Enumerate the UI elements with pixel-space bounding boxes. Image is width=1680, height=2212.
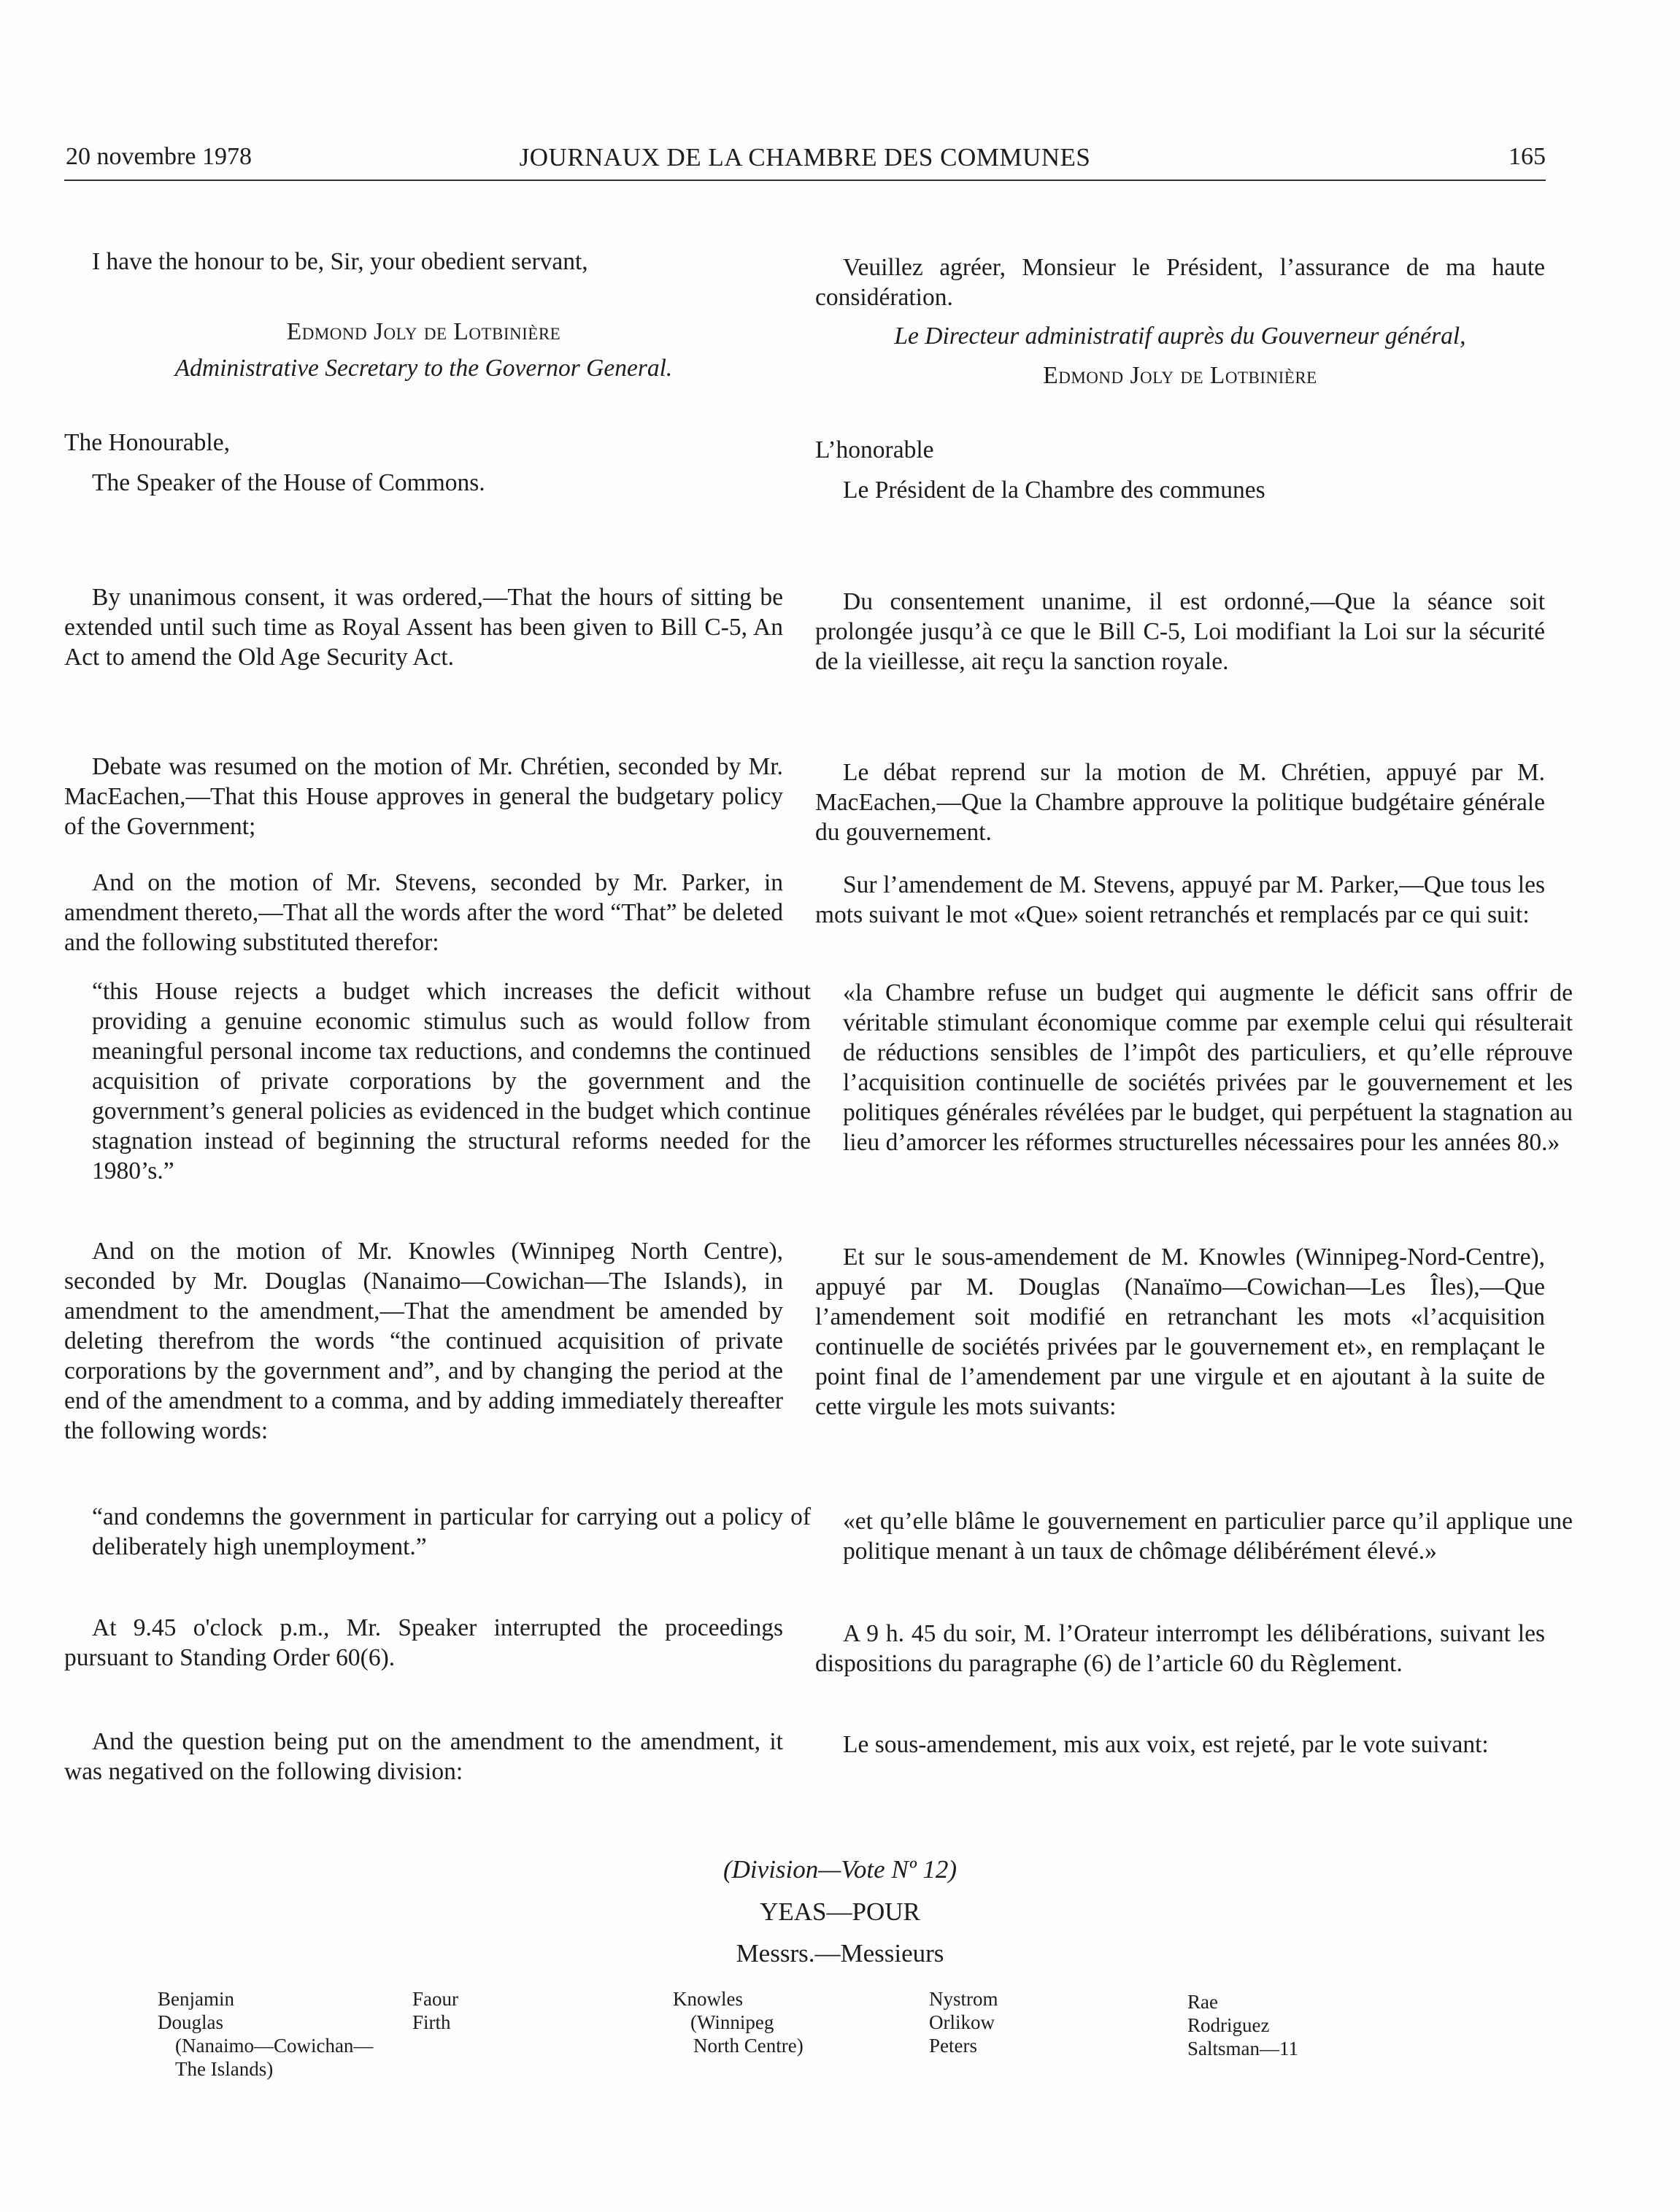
messrs-heading: Messrs.—Messieurs [736, 1939, 944, 1968]
en-signer-title: Administrative Secretary to the Governor General. [174, 355, 673, 382]
fr-subamendment-quote: «et qu’elle blâme le gouvernement en particulier parce qu’il applique une politique menant à un taux de chômage délibérément élevé.» [843, 1508, 1573, 1565]
names-column-1 [158, 1987, 373, 2081]
en-closing: I have the honour to be, Sir, your obedient servant, [92, 248, 588, 275]
member-name: Firth [412, 2011, 451, 2033]
member-name: Benjamin [158, 1988, 234, 2010]
page-header [64, 143, 1546, 181]
fr-question: Le sous-amendement, mis aux voix, est rejeté, par le vote suivant: [843, 1731, 1489, 1758]
member-name: Peters [929, 2035, 977, 2057]
header-title: JOURNAUX DE LA CHAMBRE DES COMMUNES [519, 143, 1091, 172]
member-name: Rodriguez [1187, 2014, 1270, 2036]
fr-amendment-quote: «la Chambre refuse un budget qui augmente le déficit sans offrir de véritable stimulant économique comme par exemple celui qui résulterait de réductions sensibles de l’impôt des particuliers, et qu’elle réprouve l’acquisition continuelle de sociétés privées par le gouvernement et les politiques générales révélées par le budget, qui perpétuent la stagnation au lieu d’amorcer les réformes structurelles nécessaires pour les années 80.» [843, 979, 1573, 1156]
member-riding: (Winnipeg [690, 2011, 774, 2033]
en-subamendment-intro: And on the motion of Mr. Knowles (Winnipeg North Centre), seconded by Mr. Douglas (Nanaimo—Cowichan—The Islands), in amendment to the amendment,—That the amendment be amended by deleting therefrom the words “the continued acquisition of private corporations by the government and”, and by changing the period at the end of the amendment to a comma, and by adding immediately thereafter the following words: [64, 1238, 783, 1444]
division-heading: (Division—Vote Nº 12) [723, 1855, 957, 1884]
fr-signer-name: Edmond Joly de Lotbinière [1043, 362, 1317, 389]
en-amendment-intro: And on the motion of Mr. Stevens, seconded by Mr. Parker, in amendment thereto,—That all the words after the word “That” be deleted and the following substituted therefor: [64, 869, 783, 956]
header-date: 20 novembre 1978 [66, 143, 252, 170]
member-name: Orlikow [929, 2011, 995, 2033]
member-riding: (Nanaimo—Cowichan— [175, 2035, 374, 2057]
fr-debate: Le débat reprend sur la motion de M. Chrétien, appuyé par M. MacEachen,—Que la Chambre approuve la politique budgétaire générale du gouvernement. [815, 759, 1545, 846]
member-riding: The Islands) [175, 2058, 274, 2080]
names-column-5 [1187, 1990, 1298, 2060]
fr-interrupt: A 9 h. 45 du soir, M. l’Orateur interrompt les délibérations, suivant les dispositions du paragraphe (6) de l’article 60 du Règlement. [815, 1620, 1545, 1677]
member-name: Faour [412, 1988, 458, 2010]
fr-closing: Veuillez agréer, Monsieur le Président, l’assurance de ma haute considération. [815, 254, 1545, 311]
names-column-4 [929, 1987, 998, 2057]
yeas-heading: YEAS—POUR [760, 1897, 920, 1926]
en-signer-name: Edmond Joly de Lotbinière [286, 318, 561, 345]
en-addressee-2: The Speaker of the House of Commons. [92, 469, 485, 496]
en-consent: By unanimous consent, it was ordered,—That the hours of sitting be extended until such time as Royal Assent has been given to Bill C-5, An Act to amend the Old Age Security Act. [64, 584, 783, 671]
page-number: 165 [1508, 143, 1546, 170]
fr-consent: Du consentement unanime, il est ordonné,—Que la séance soit prolongée jusqu’à ce que le Bill C-5, Loi modifiant la Loi sur la sécurité de la vieillesse, ait reçu la sanction royale. [815, 588, 1545, 675]
fr-addressee-1: L’honorable [815, 436, 934, 463]
en-addressee-1: The Honourable, [64, 429, 230, 456]
member-name: Knowles [673, 1988, 743, 2010]
member-name: Douglas [158, 2011, 223, 2033]
en-amendment-quote: “this House rejects a budget which increases the deficit without providing a genuine economic stimulus such as would follow from meaningful personal income tax reductions, and condemns the continued acquisition of private corporations by the government and the government’s general policies as evidenced in the budget which continue stagnation instead of beginning the structural reforms needed for the 1980’s.” [92, 978, 811, 1184]
member-name: Rae [1187, 1991, 1218, 2013]
member-name: Nystrom [929, 1988, 998, 2010]
fr-addressee-2: Le Président de la Chambre des communes [843, 477, 1265, 504]
fr-signer-title: Le Directeur administratif auprès du Gouverneur général, [894, 323, 1466, 350]
en-question: And the question being put on the amendment to the amendment, it was negatived on the following division: [64, 1728, 783, 1785]
names-column-3 [673, 1987, 804, 2057]
member-riding: North Centre) [693, 2035, 804, 2057]
fr-amendment-intro: Sur l’amendement de M. Stevens, appuyé par M. Parker,—Que tous les mots suivant le mot «Que» soient retranchés et remplacés par ce qui suit: [815, 871, 1545, 928]
names-column-2 [412, 1987, 458, 2034]
member-name: Saltsman—11 [1187, 2038, 1298, 2059]
en-subamendment-quote: “and condemns the government in particular for carrying out a policy of deliberately high unemployment.” [92, 1503, 811, 1560]
en-interrupt: At 9.45 o'clock p.m., Mr. Speaker interrupted the proceedings pursuant to Standing Order 60(6). [64, 1614, 783, 1671]
fr-subamendment-intro: Et sur le sous-amendement de M. Knowles (Winnipeg-Nord-Centre), appuyé par M. Douglas (Nanaïmo—Cowichan—Les Îles),—Que l’amendement soit modifié en retranchant les mots «l’acquisition continuelle de sociétés privées par le gouvernement et», en remplaçant le point final de l’amendement par une virgule et en ajoutant à la suite de cette virgule les mots suivants: [815, 1244, 1545, 1420]
en-debate: Debate was resumed on the motion of Mr. Chrétien, seconded by Mr. MacEachen,—That this House approves in general the budgetary policy of the Government; [64, 753, 783, 840]
